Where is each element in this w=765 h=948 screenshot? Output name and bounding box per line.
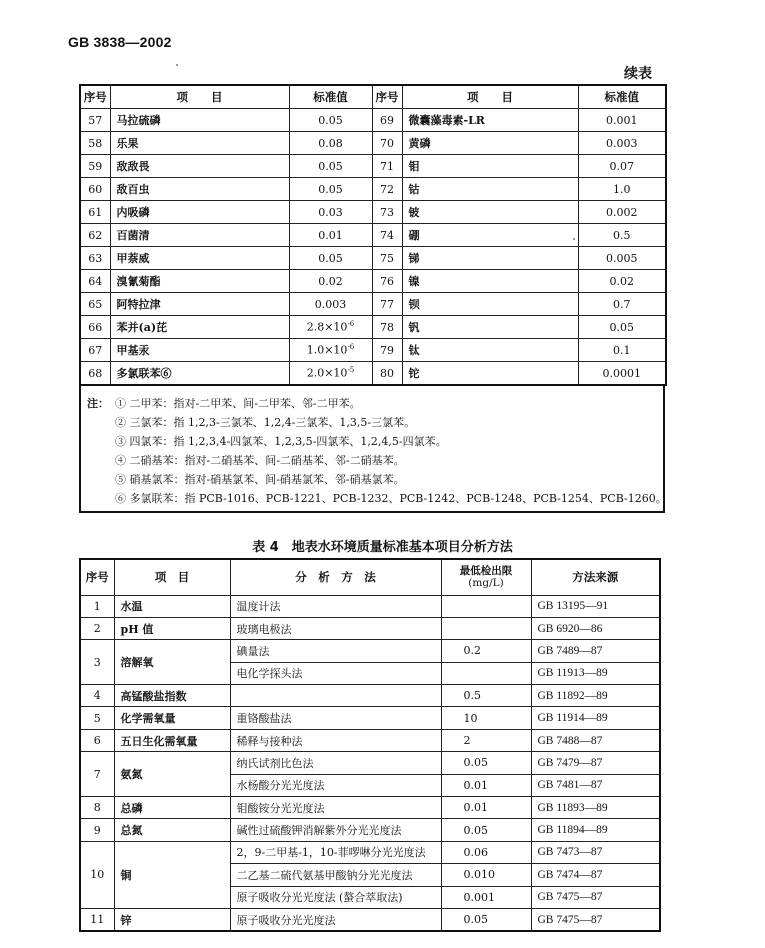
analysis-method: 电化学探头法 [230, 662, 441, 684]
standard-value-2: 0.0001 [578, 362, 666, 386]
table-row [80, 729, 660, 751]
row-number: 60 [80, 178, 110, 201]
standard-value-base: 1.0×10 [306, 343, 348, 357]
item-name: 多氯联苯⑥ [110, 362, 289, 386]
detection-limit: 0.06 [441, 841, 531, 863]
method-source: GB 7479—87 [531, 752, 660, 774]
row-number: 66 [80, 316, 110, 339]
standard-value-2: 0.05 [578, 316, 666, 339]
row-number: 4 [80, 685, 114, 707]
item-name: 百菌清 [110, 224, 289, 247]
method-source: GB 13195—91 [531, 595, 660, 617]
analysis-method: 稀释与接种法 [230, 729, 441, 751]
item-name-2: 钡 [402, 293, 578, 316]
col-header-value-2: 标准值 [578, 85, 666, 109]
row-number-2: 72 [372, 178, 402, 201]
table-row [80, 752, 660, 774]
row-number-2: 73 [372, 201, 402, 224]
continued-label: 续表 [624, 66, 652, 82]
item-name: 氨氮 [114, 752, 230, 797]
standard-value [289, 316, 372, 339]
method-source: GB 7489—87 [531, 640, 660, 662]
col-header-value: 标准值 [289, 85, 372, 109]
analysis-method: 钼酸铵分光光度法 [230, 797, 441, 819]
table-row [80, 685, 660, 707]
detection-limit: 0.001 [441, 886, 531, 908]
row-number-2: 77 [372, 293, 402, 316]
table-row [80, 201, 666, 224]
row-number: 1 [80, 595, 114, 617]
item-name: 锌 [114, 908, 230, 931]
detection-limit-label: 最低检出限 [459, 565, 513, 578]
standard-value: 0.003 [289, 293, 372, 316]
table-row [80, 316, 666, 339]
row-number: 67 [80, 339, 110, 362]
col-header-detection-limit [441, 559, 531, 595]
detection-limit: 0.01 [441, 797, 531, 819]
note-item: ① 二甲苯：指对-二甲苯、间-二甲苯、邻-二甲苯。 [115, 397, 361, 410]
note-item: ④ 二硝基苯：指对-二硝基苯、间-二硝基苯、邻-二硝基苯。 [115, 454, 405, 467]
row-number: 59 [80, 155, 110, 178]
item-name: 内吸磷 [110, 201, 289, 224]
standard-value-2: 0.07 [578, 155, 666, 178]
row-number: 6 [80, 729, 114, 751]
table-3-notes [79, 385, 665, 513]
item-name-2: 黄磷 [402, 132, 578, 155]
standard-value [289, 339, 372, 362]
table-row [80, 178, 666, 201]
table-3-continued [79, 84, 667, 386]
standard-value: 0.05 [289, 247, 372, 270]
method-source: GB 7481—87 [531, 774, 660, 796]
detection-limit [441, 595, 531, 617]
method-source: GB 11914—89 [531, 707, 660, 729]
col-header-item: 项 目 [110, 85, 289, 109]
detection-limit: 0.5 [441, 685, 531, 707]
analysis-method: 重铬酸盐法 [230, 707, 441, 729]
row-number: 11 [80, 908, 114, 931]
item-name-2: 钴 [402, 178, 578, 201]
standard-value-2: 0.1 [578, 339, 666, 362]
method-source: GB 7475—87 [531, 908, 660, 931]
table-row [80, 797, 660, 819]
analysis-method: 2，9-二甲基-1，10-菲啰啉分光光度法 [230, 841, 441, 863]
analysis-method: 温度计法 [230, 595, 441, 617]
detection-limit: 0.2 [441, 640, 531, 662]
analysis-method: 原子吸收分光光度法 (螯合萃取法) [230, 886, 441, 908]
analysis-method: 水杨酸分光光度法 [230, 774, 441, 796]
table-3-header-row [80, 85, 666, 109]
detection-limit: 0.05 [441, 752, 531, 774]
analysis-method: 纳氏试剂比色法 [230, 752, 441, 774]
detection-limit: 0.05 [441, 908, 531, 931]
item-name: 化学需氧量 [114, 707, 230, 729]
col-header-no: 序号 [80, 559, 114, 595]
col-header-no-2: 序号 [372, 85, 402, 109]
table-row [80, 132, 666, 155]
standard-value [289, 362, 372, 386]
item-name-2: 微囊藻毒素-LR [402, 109, 578, 132]
row-number-2: 79 [372, 339, 402, 362]
method-source: GB 7475—87 [531, 886, 660, 908]
method-source: GB 11913—89 [531, 662, 660, 684]
col-header-method: 分 析 方 法 [230, 559, 441, 595]
row-number: 63 [80, 247, 110, 270]
standard-value: 0.03 [289, 201, 372, 224]
method-source: GB 7473—87 [531, 841, 660, 863]
row-number: 64 [80, 270, 110, 293]
row-number: 3 [80, 640, 114, 685]
detection-limit [441, 617, 531, 639]
note-item: ② 三氯苯：指 1,2,3-三氯苯、1,2,4-三氯苯、1,3,5-三氯苯。 [115, 416, 416, 429]
analysis-method: 二乙基二硫代氨基甲酸钠分光光度法 [230, 864, 441, 886]
detection-limit [441, 662, 531, 684]
row-number-2: 78 [372, 316, 402, 339]
standard-value-base: 2.0×10 [306, 366, 348, 380]
table-4-title: 表 4 地表水环境质量标准基本项目分析方法 [252, 540, 513, 555]
standard-value: 0.05 [289, 155, 372, 178]
table-row [80, 339, 666, 362]
col-header-source: 方法来源 [531, 559, 660, 595]
analysis-method [230, 685, 441, 707]
detection-limit: 10 [441, 707, 531, 729]
row-number: 65 [80, 293, 110, 316]
item-name: 马拉硫磷 [110, 109, 289, 132]
standard-value-base: 2.8×10 [306, 320, 348, 334]
standard-value-exponent: -6 [347, 320, 355, 329]
row-number: 61 [80, 201, 110, 224]
table-row [80, 617, 660, 639]
row-number-2: 74 [372, 224, 402, 247]
item-name-2: 铊 [402, 362, 578, 386]
item-name-2: 钼 [402, 155, 578, 178]
method-source: GB 7488—87 [531, 729, 660, 751]
table-row [80, 640, 660, 662]
row-number: 2 [80, 617, 114, 639]
item-name: 阿特拉津 [110, 293, 289, 316]
standard-value-exponent: -6 [347, 343, 355, 352]
item-name: 五日生化需氧量 [114, 729, 230, 751]
standard-value-2: 0.002 [578, 201, 666, 224]
item-name: 敌百虫 [110, 178, 289, 201]
table-row [80, 908, 660, 931]
analysis-method: 碘量法 [230, 640, 441, 662]
item-name-2: 镍 [402, 270, 578, 293]
standard-value-2: 1.0 [578, 178, 666, 201]
item-name: 水温 [114, 595, 230, 617]
standard-code: GB 3838—2002 [68, 34, 172, 50]
row-number: 62 [80, 224, 110, 247]
item-name: 甲基汞 [110, 339, 289, 362]
col-header-no: 序号 [80, 85, 110, 109]
row-number: 8 [80, 797, 114, 819]
standard-value-2: 0.005 [578, 247, 666, 270]
item-name: 总氮 [114, 819, 230, 841]
notes-label: 注： [87, 397, 109, 410]
col-header-item-2: 项 目 [402, 85, 578, 109]
row-number: 58 [80, 132, 110, 155]
note-item: ⑥ 多氯联苯：指 PCB-1016、PCB-1221、PCB-1232、PCB-1242、PCB-1248、PCB-1254、PCB-1260。 [115, 492, 667, 505]
standard-value-2: 0.003 [578, 132, 666, 155]
item-name: 乐果 [110, 132, 289, 155]
row-number-2: 71 [372, 155, 402, 178]
analysis-method: 玻璃电极法 [230, 617, 441, 639]
detection-limit-unit: (mg/L) [468, 577, 504, 590]
detection-limit: 0.05 [441, 819, 531, 841]
analysis-method: 碱性过硫酸钾消解紫外分光光度法 [230, 819, 441, 841]
note-item: ⑤ 硝基氯苯：指对-硝基氯苯、间-硝基氯苯、邻-硝基氯苯。 [115, 473, 405, 486]
table-row [80, 224, 666, 247]
table-row [80, 109, 666, 132]
row-number: 68 [80, 362, 110, 386]
standard-value-exponent: -5 [347, 366, 355, 375]
row-number-2: 69 [372, 109, 402, 132]
standard-value: 0.08 [289, 132, 372, 155]
table-4-analysis-methods [79, 558, 661, 932]
note-item: ③ 四氯苯：指 1,2,3,4-四氯苯、1,2,3,5-四氯苯、1,2,4,5-四氯苯。 [115, 435, 447, 448]
item-name: 溶解氧 [114, 640, 230, 685]
method-source: GB 7474—87 [531, 864, 660, 886]
standard-value-2: 0.7 [578, 293, 666, 316]
table-row [80, 270, 666, 293]
standard-value: 0.05 [289, 109, 372, 132]
scan-speck [573, 238, 575, 240]
standard-value: 0.01 [289, 224, 372, 247]
item-name: 甲萘威 [110, 247, 289, 270]
method-source: GB 11894—89 [531, 819, 660, 841]
standard-value-2: 0.02 [578, 270, 666, 293]
detection-limit: 0.010 [441, 864, 531, 886]
table-row [80, 293, 666, 316]
item-name: 高锰酸盐指数 [114, 685, 230, 707]
method-source: GB 6920—86 [531, 617, 660, 639]
item-name: 总磷 [114, 797, 230, 819]
item-name-2: 硼 [402, 224, 578, 247]
item-name-2: 铍 [402, 201, 578, 224]
row-number: 57 [80, 109, 110, 132]
row-number: 9 [80, 819, 114, 841]
item-name: pH 值 [114, 617, 230, 639]
row-number: 7 [80, 752, 114, 797]
row-number: 5 [80, 707, 114, 729]
item-name: 铜 [114, 841, 230, 908]
item-name-2: 钛 [402, 339, 578, 362]
method-source: GB 11892—89 [531, 685, 660, 707]
detection-limit: 2 [441, 729, 531, 751]
table-row [80, 155, 666, 178]
table-row [80, 362, 666, 386]
row-number-2: 76 [372, 270, 402, 293]
table-row [80, 595, 660, 617]
row-number-2: 80 [372, 362, 402, 386]
table-row [80, 707, 660, 729]
row-number-2: 70 [372, 132, 402, 155]
item-name: 苯并(a)芘 [110, 316, 289, 339]
standard-value-2: 0.5 [578, 224, 666, 247]
scan-speck [176, 64, 178, 66]
col-header-item: 项 目 [114, 559, 230, 595]
method-source: GB 11893—89 [531, 797, 660, 819]
standard-value: 0.02 [289, 270, 372, 293]
standard-value-2: 0.001 [578, 109, 666, 132]
standard-value: 0.05 [289, 178, 372, 201]
analysis-method: 原子吸收分光光度法 [230, 908, 441, 931]
row-number-2: 75 [372, 247, 402, 270]
item-name: 敌敌畏 [110, 155, 289, 178]
row-number: 10 [80, 841, 114, 908]
item-name-2: 钒 [402, 316, 578, 339]
table-row [80, 247, 666, 270]
item-name-2: 锑 [402, 247, 578, 270]
table-4-header-row [80, 559, 660, 595]
item-name: 溴氰菊酯 [110, 270, 289, 293]
detection-limit: 0.01 [441, 774, 531, 796]
table-row [80, 841, 660, 863]
table-row [80, 819, 660, 841]
